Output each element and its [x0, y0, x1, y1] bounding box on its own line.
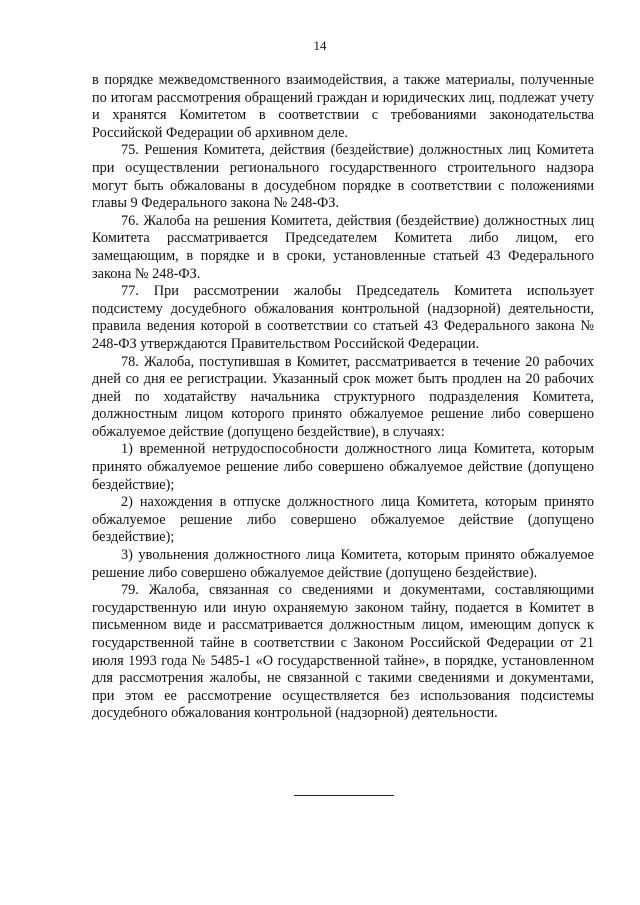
- list-item-1: 1) временной нетрудоспособности должностного лица Комитета, которым принято обжалуемое решение либо совершено обжалуемое действие (допущено бездействие);: [92, 441, 594, 493]
- paragraph-75: 75. Решения Комитета, действия (бездействие) должностных лиц Комитета при осуществлении регионального государственного строительного надзора могут быть обжалованы в досудебном порядке в соответствии с положениями главы 9 Федерального закона № 248-ФЗ.: [92, 142, 594, 212]
- list-item-3: 3) увольнения должностного лица Комитета, которым принято обжалуемое решение либо совершено обжалуемое действие (допущено бездействие).: [92, 547, 594, 581]
- paragraph-79: 79. Жалоба, связанная со сведениями и документами, составляющими государственную или иную охраняемую законом тайну, подается в Комитет в письменном виде и рассматривается должностным лицом, имеющим допуск к государственной тайне в соответствии с Законом Российской Федерации от 21 июля 1993 года № 5485-1 «О государственной тайне», в порядке, установленном для рассмотрения жалобы, не связанной с такими сведениями и документами, при этом ее рассмотрение осуществляется без использования подсистемы досудебного обжалования контрольной (надзорной) деятельности.: [92, 582, 594, 722]
- document-body: [92, 72, 594, 723]
- end-of-document-rule: [294, 795, 394, 796]
- list-item-2: 2) нахождения в отпуске должностного лица Комитета, которым принято обжалуемое решение либо совершено обжалуемое действие (допущено бездействие);: [92, 494, 594, 546]
- paragraph-continuation: в порядке межведомственного взаимодействия, а также материалы, полученные по итогам рассмотрения обращений граждан и юридических лиц, подлежат учету и хранятся Комитетом в соответствии с требованиями законодательства Российской Федерации об архивном деле.: [92, 72, 594, 141]
- paragraph-76: 76. Жалоба на решения Комитета, действия (бездействие) должностных лиц Комитета рассматривается Председателем Комитета либо лицом, его замещающим, в порядке и в сроки, установленные статьей 43 Федерального закона № 248-ФЗ.: [92, 212, 594, 282]
- page-number: 14: [313, 38, 327, 53]
- paragraph-77: 77. При рассмотрении жалобы Председатель Комитета использует подсистему досудебного обжалования контрольной (надзорной) деятельности, правила ведения которой в соответствии со статьей 43 Федерального закона № 248-ФЗ утверждаются Правительством Российской Федерации.: [92, 283, 594, 352]
- paragraph-78: 78. Жалоба, поступившая в Комитет, рассматривается в течение 20 рабочих дней со дня ее регистрации. Указанный срок может быть продлен на 20 рабочих дней по ходатайству начальника структурного подразделения Комитета, должностным лицом которого принято обжалуемое решение либо совершено обжалуемое действие (допущено бездействие), в случаях:: [92, 353, 594, 440]
